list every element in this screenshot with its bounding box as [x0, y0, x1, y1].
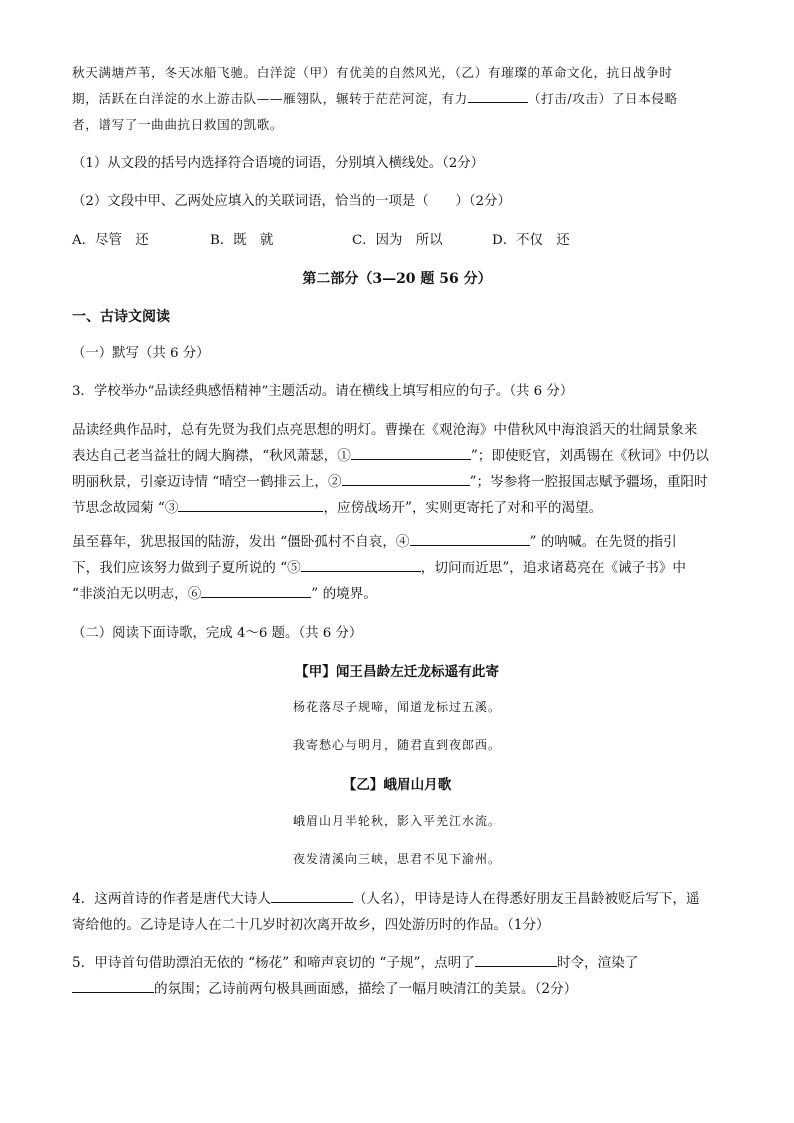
intro-blank[interactable]: [468, 88, 528, 103]
atmosphere-blank[interactable]: [72, 978, 154, 993]
intro-line-3: 者，谱写了一曲曲抗日救国的凯歌。: [72, 117, 284, 132]
poem-1-title: 【甲】闻王昌龄左迁龙标遥有此寄: [295, 664, 499, 680]
question-1: （1）从文段的括号内选择符合语境的词语，分别填入横线处。（2分）: [72, 156, 485, 171]
part-title: 第二部分（3—20 题 56 分）: [302, 271, 492, 287]
poem-2-line-2: 夜发清溪向三峡，思君不见下渝州。: [292, 852, 501, 866]
option-b[interactable]: B．既 就: [210, 233, 274, 248]
option-d[interactable]: D．不仅 还: [492, 233, 570, 248]
option-c[interactable]: C．因为 所以: [352, 233, 443, 248]
blank-2[interactable]: [342, 471, 470, 486]
poem-2-title: 【乙】峨眉山月歌: [342, 777, 452, 793]
poem-1-line-2: 我寄愁心与明月，随君直到夜郎西。: [292, 738, 501, 752]
blank-5[interactable]: [301, 557, 421, 572]
section-heading: 一、古诗文阅读: [72, 309, 170, 325]
intro-passage: [72, 60, 722, 138]
poem-1-line-1: 杨花落尽子规啼，闻道龙标过五溪。: [292, 700, 501, 714]
subsection-poetry: （二）阅读下面诗歌，完成 4～6 题。（共 6 分）: [72, 626, 363, 641]
season-blank[interactable]: [475, 952, 557, 967]
question-3: 3．学校举办“品读经典感悟精神”主题活动。请在横线上填写相应的句子。（共 6 分）: [72, 384, 574, 399]
blank-4[interactable]: [410, 531, 530, 546]
subsection-dictation: （一）默写（共 6 分）: [72, 346, 210, 361]
question-5: 5．甲诗首句借助漂泊无依的 “杨花” 和啼声哀切的 “子规”，点明了 时令，渲染了 的氛围；乙诗前两句极具画面感，描绘了一幅月映清江的美景。（2分）: [72, 950, 722, 1002]
option-a[interactable]: A．尽管 还: [72, 233, 149, 248]
intro-line-2: 期，活跃在白洋淀的水上游击队——雁翎队，辗转于茫茫河淀，有力 （打击/攻击）了日本侵略: [72, 86, 722, 112]
question-2: （2）文段中甲、乙两处应填入的关联词语，恰当的一项是（ ）（2分）: [72, 194, 511, 209]
intro-line-1: 秋天满塘芦苇，冬天冰船飞驰。白洋淀（甲）有优美的自然风光，（乙）有璀璨的革命文化，抗日战争时: [72, 65, 673, 80]
dictation-paragraph-1: 品读经典作品时，总有先贤为我们点亮思想的明灯。曹操在《观沧海》中借秋风中海浪滔天的壮阔景象来 表达自己老当益壮的阔大胸襟，“秋风萧瑟，① ”；即使贬官，刘禹锡在《秋词》中仍以 明丽秋景，引豪迈诗情 “晴空一鹤排云上，② ”；岑参将一腔报国志赋予疆场，重阳时 节思念故园菊 “③ ，应傍战场开”，实则更寄托了对和平的渴望。: [72, 422, 709, 516]
poem-2-line-1: 峨眉山月半轮秋，影入平羌江水流。: [292, 814, 501, 828]
blank-6[interactable]: [201, 583, 311, 598]
poet-name-blank[interactable]: [271, 888, 353, 903]
question-4: 4．这两首诗的作者是唐代大诗人 （人名），甲诗是诗人在得悉好朋友王昌龄被贬后写下，遥 寄给他的。乙诗是诗人在二十几岁时初次离开故乡，四处游历时的作品。（1分）: [72, 886, 722, 938]
dictation-paragraph-2: 虽至暮年，犹思报国的陆游，发出 “僵卧孤村不自哀，④ ” 的呐喊。在先贤的指引 下，我们应该努力做到子夏所说的 “⑤ ，切问而近思”，追求诸葛亮在《诫子书》中 “非淡泊无以明志，⑥ ” 的境界。: [72, 529, 722, 607]
blank-1[interactable]: [351, 445, 471, 460]
blank-3[interactable]: [178, 497, 323, 512]
options-row: [72, 228, 722, 254]
